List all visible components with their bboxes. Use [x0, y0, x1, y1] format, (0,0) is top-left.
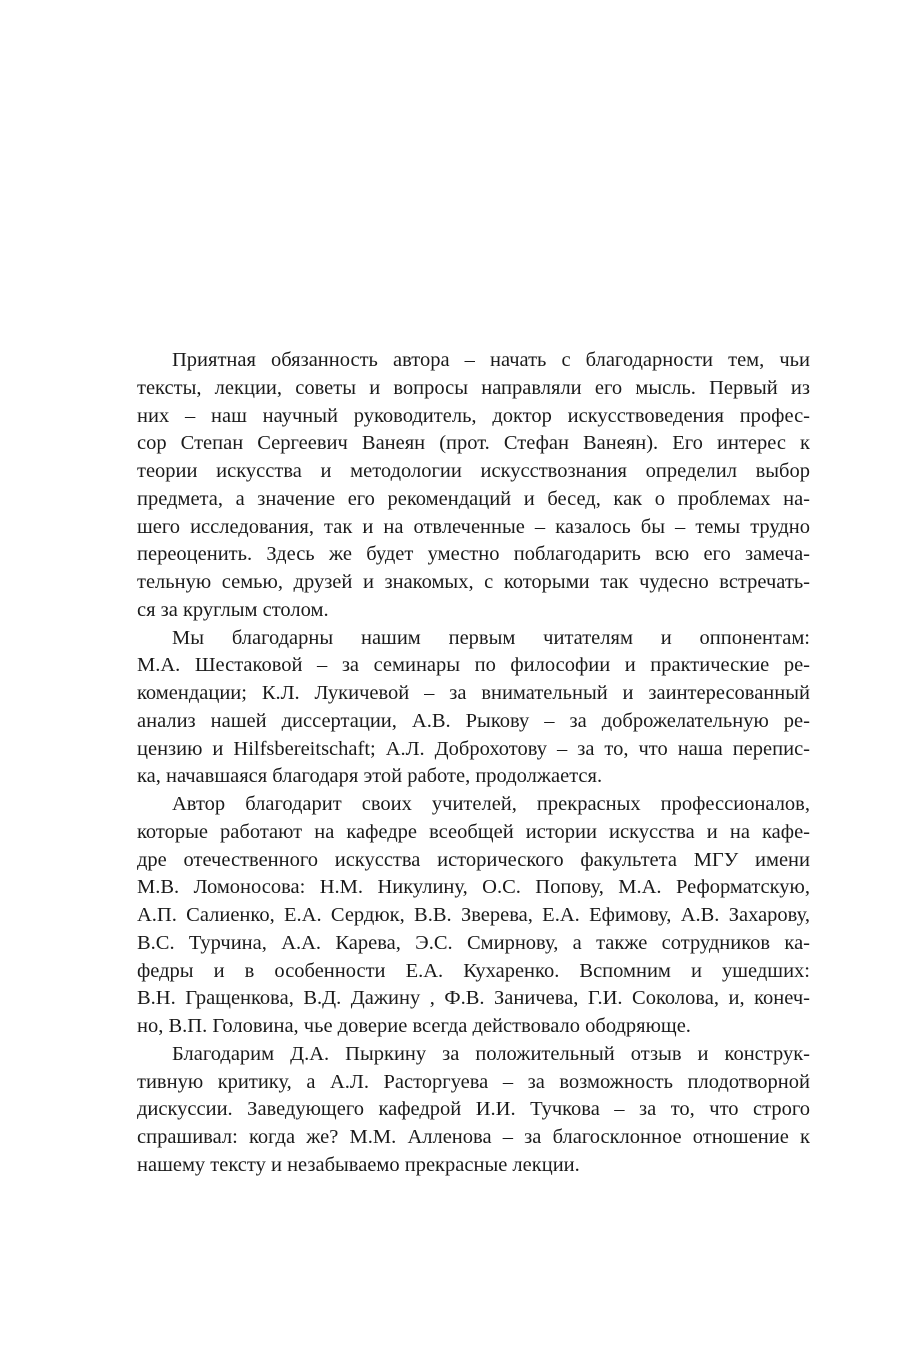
text-line: них – наш научный руководитель, доктор искусствоведения профес- — [137, 404, 810, 427]
text-line: дискуссии. Заведующего кафедрой И.И. Тучкова – за то, что строго — [137, 1098, 810, 1121]
paragraph — [137, 347, 810, 625]
text-line: федры и в особенности Е.А. Кухаренко. Вспомним и ушедших: — [137, 959, 810, 982]
text-line: М.А. Шестаковой – за семинары по философии и практические ре- — [137, 654, 810, 677]
text-line: Благодарим Д.А. Пыркину за положительный отзыв и конструк- — [172, 1042, 810, 1065]
paragraph — [137, 791, 810, 1041]
text-line: В.С. Турчина, А.А. Карева, Э.С. Смирнову, а также сотрудников ка- — [137, 931, 810, 954]
text-line: переоценить. Здесь же будет уместно поблагодарить всю его замеча- — [137, 543, 810, 566]
text-line: предмета, а значение его рекомендаций и бесед, как о проблемах на- — [137, 487, 810, 510]
text-line: анализ нашей диссертации, А.В. Рыкову – за доброжелательную ре- — [137, 709, 810, 732]
paragraph — [137, 1041, 810, 1180]
text-line: спрашивал: когда же? М.М. Алленова – за благосклонное отношение к — [137, 1126, 810, 1148]
text-line: дре отечественного искусства исторического факультета МГУ имени — [137, 848, 810, 871]
text-line: тивную критику, а А.Л. Расторгуева – за возможность плодотворной — [137, 1070, 810, 1093]
text-line: Приятная обязанность автора – начать с благодарности тем, чьи — [172, 349, 810, 371]
text-line: комендации; К.Л. Лукичевой – за внимательный и заинтересованный — [137, 682, 810, 704]
text-line: тельную семью, друзей и знакомых, с которыми так чудесно встречать- — [137, 571, 810, 593]
text-line: теории искусства и методологии искусствознания определил выбор — [137, 460, 810, 482]
text-line: сор Степан Сергеевич Ванеян (прот. Стефан Ванеян). Его интерес к — [137, 432, 810, 455]
text-line: Автор благодарит своих учителей, прекрасных профессионалов, — [172, 793, 810, 815]
text-line: цензию и Hilfsbereitschaft; А.Л. Доброхотову – за то, что наша перепис- — [137, 737, 810, 760]
text-line: которые работают на кафедре всеобщей истории искусства и на кафе- — [137, 820, 810, 843]
text-line: В.Н. Гращенкова, В.Д. Дажину , Ф.В. Заничева, Г.И. Соколова, и, конеч- — [137, 987, 810, 1010]
text-line: Мы благодарны нашим первым читателям и оппонентам: — [172, 626, 810, 649]
text-line: но, В.П. Головина, чье доверие всегда действовало ободряюще. — [137, 1015, 691, 1037]
text-line: шего исследования, так и на отвлеченные – казалось бы – темы трудно — [137, 515, 810, 538]
text-line: А.П. Салиенко, Е.А. Сердюк, В.В. Зверева, Е.А. Ефимову, А.В. Захарову, — [137, 904, 810, 926]
text-line: ка, начавшаяся благодаря этой работе, продолжается. — [137, 765, 603, 788]
text-line: М.В. Ломоносова: Н.М. Никулину, О.С. Попову, М.А. Реформатскую, — [137, 876, 810, 899]
text-line: тексты, лекции, советы и вопросы направляли его мысль. Первый из — [137, 376, 810, 399]
text-line: ся за круглым столом. — [137, 598, 329, 621]
text-line: нашему тексту и незабываемо прекрасные лекции. — [137, 1153, 580, 1176]
paragraph — [137, 625, 810, 792]
acknowledgements-text — [137, 347, 810, 1180]
